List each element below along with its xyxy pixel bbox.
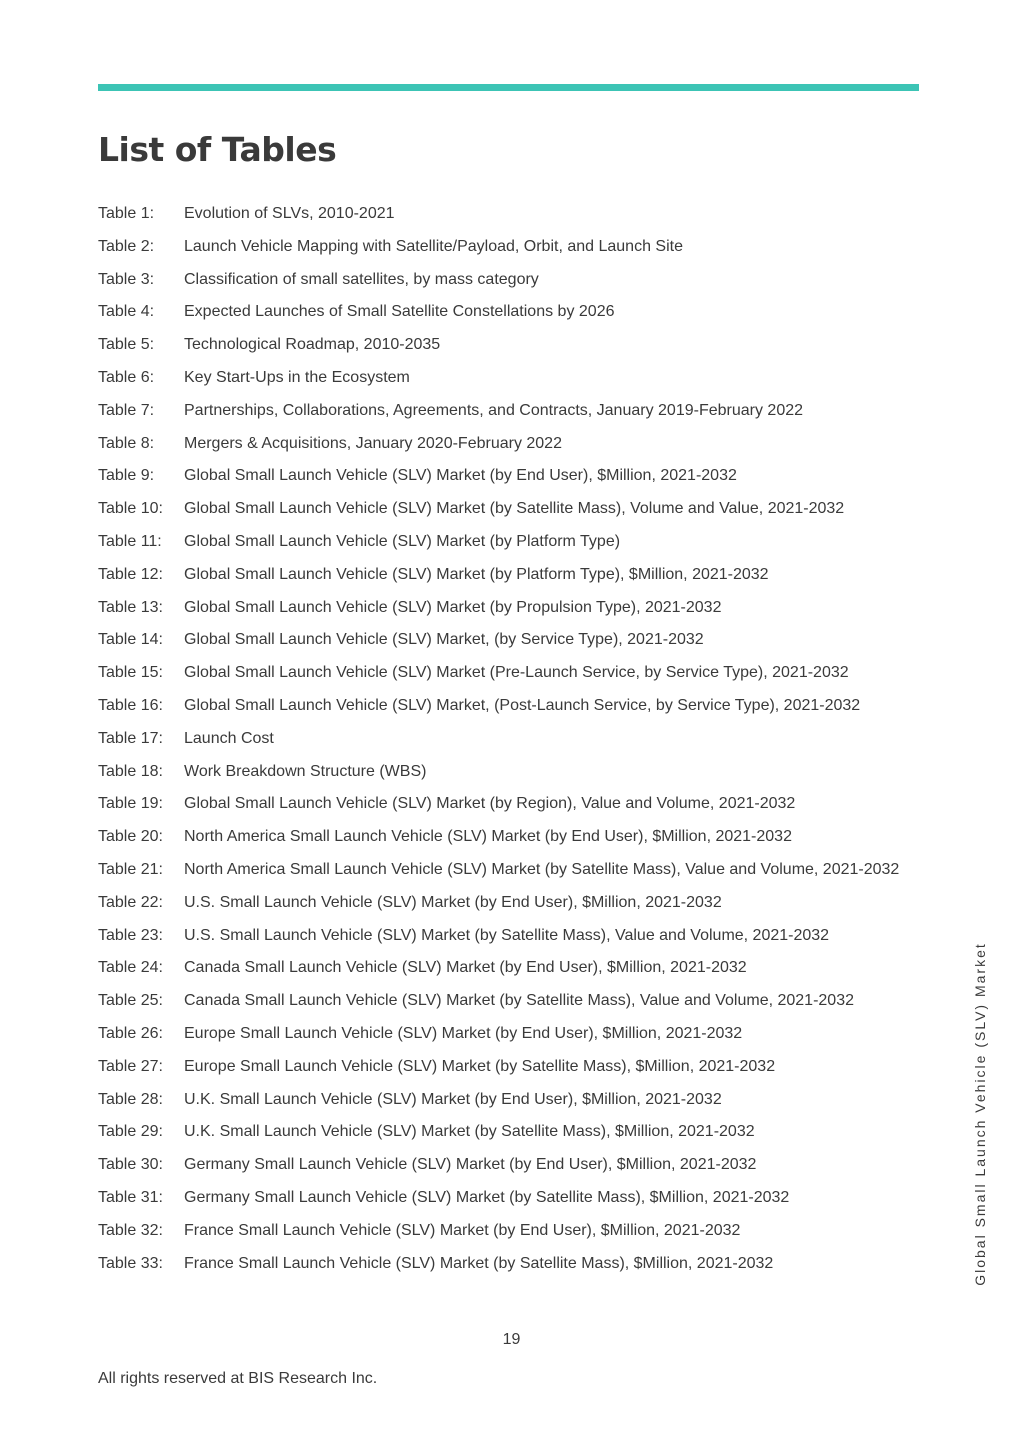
- toc-row: [98, 987, 928, 1015]
- table-number: Table 3:: [98, 270, 155, 288]
- toc-row: [98, 364, 928, 392]
- table-title: Global Small Launch Vehicle (SLV) Market (by Propulsion Type), 2021-2032: [184, 598, 722, 616]
- table-number: Table 21:: [98, 860, 163, 878]
- table-title: France Small Launch Vehicle (SLV) Market (by Satellite Mass), $Million, 2021-2032: [184, 1254, 774, 1272]
- toc-row: [98, 266, 928, 294]
- toc-row: [98, 495, 928, 523]
- table-number: Table 4:: [98, 303, 155, 321]
- table-number: Table 11:: [98, 532, 162, 550]
- table-title: Global Small Launch Vehicle (SLV) Market (by Platform Type): [184, 532, 621, 550]
- table-title: North America Small Launch Vehicle (SLV) Market (by Satellite Mass), Value and Volume, 2021-2032: [184, 860, 900, 878]
- toc-row: [98, 1217, 928, 1245]
- table-title: Global Small Launch Vehicle (SLV) Market (by End User), $Million, 2021-2032: [184, 467, 737, 485]
- table-number: Table 15:: [98, 664, 163, 682]
- table-title: Mergers & Acquisitions, January 2020-February 2022: [184, 434, 562, 452]
- toc-row: [98, 1053, 928, 1081]
- table-title: Global Small Launch Vehicle (SLV) Market (by Region), Value and Volume, 2021-2032: [184, 795, 796, 813]
- table-number: Table 29:: [98, 1123, 163, 1141]
- toc-row: [98, 659, 928, 687]
- table-number: Table 30:: [98, 1156, 163, 1174]
- list-of-tables: [98, 200, 928, 1282]
- toc-row: [98, 922, 928, 950]
- table-title: Launch Vehicle Mapping with Satellite/Payload, Orbit, and Launch Site: [184, 237, 683, 255]
- table-title: Global Small Launch Vehicle (SLV) Market, (by Service Type), 2021-2032: [184, 631, 704, 649]
- table-number: Table 10:: [98, 500, 163, 518]
- table-number: Table 25:: [98, 992, 163, 1010]
- table-number: Table 18:: [98, 762, 163, 780]
- table-title: U.K. Small Launch Vehicle (SLV) Market (by Satellite Mass), $Million, 2021-2032: [184, 1123, 755, 1141]
- table-number: Table 2:: [98, 237, 155, 255]
- table-number: Table 8:: [98, 434, 155, 452]
- table-title: U.K. Small Launch Vehicle (SLV) Market (by End User), $Million, 2021-2032: [184, 1090, 722, 1108]
- table-title: Evolution of SLVs, 2010-2021: [184, 205, 395, 222]
- table-title: Global Small Launch Vehicle (SLV) Market (Pre-Launch Service, by Service Type), 2021-2032: [184, 664, 849, 682]
- table-number: Table 20:: [98, 828, 163, 846]
- table-title: U.S. Small Launch Vehicle (SLV) Market (by Satellite Mass), Value and Volume, 2021-2032: [184, 926, 830, 944]
- toc-row: [98, 528, 928, 556]
- table-title: Canada Small Launch Vehicle (SLV) Market (by Satellite Mass), Value and Volume, 2021-2032: [184, 992, 854, 1010]
- table-number: Table 23:: [98, 926, 163, 944]
- toc-row: [98, 823, 928, 851]
- table-number: Table 27:: [98, 1057, 163, 1075]
- toc-row: [98, 954, 928, 982]
- table-number: Table 24:: [98, 959, 163, 977]
- table-number: Table 31:: [98, 1188, 163, 1206]
- toc-row: [98, 758, 928, 786]
- table-title: Germany Small Launch Vehicle (SLV) Market (by Satellite Mass), $Million, 2021-2032: [184, 1188, 790, 1206]
- table-number: Table 26:: [98, 1024, 163, 1042]
- table-title: Partnerships, Collaborations, Agreements, and Contracts, January 2019-February 2022: [184, 401, 804, 419]
- page-number: 19: [502, 1331, 521, 1348]
- toc-row: [98, 725, 928, 753]
- table-number: Table 32:: [98, 1221, 163, 1239]
- table-title: U.S. Small Launch Vehicle (SLV) Market (by End User), $Million, 2021-2032: [184, 893, 722, 911]
- toc-row: [98, 462, 928, 490]
- table-title: Global Small Launch Vehicle (SLV) Market, (Post-Launch Service, by Service Type), 2021-2032: [184, 696, 861, 714]
- table-title: France Small Launch Vehicle (SLV) Market (by End User), $Million, 2021-2032: [184, 1221, 741, 1239]
- table-title: Global Small Launch Vehicle (SLV) Market (by Platform Type), $Million, 2021-2032: [184, 565, 769, 583]
- table-number: Table 16:: [98, 696, 163, 714]
- table-title: Technological Roadmap, 2010-2035: [184, 336, 441, 354]
- toc-row: [98, 298, 928, 326]
- toc-row: [98, 1020, 928, 1048]
- table-number: Table 1:: [98, 205, 155, 222]
- table-title: North America Small Launch Vehicle (SLV) Market (by End User), $Million, 2021-2032: [184, 828, 792, 846]
- table-title: Expected Launches of Small Satellite Constellations by 2026: [184, 303, 615, 321]
- table-number: Table 7:: [98, 401, 155, 419]
- table-number: Table 14:: [98, 631, 163, 649]
- toc-row: [98, 200, 928, 228]
- table-number: Table 28:: [98, 1090, 163, 1108]
- table-number: Table 12:: [98, 565, 163, 583]
- table-title: Germany Small Launch Vehicle (SLV) Market (by End User), $Million, 2021-2032: [184, 1156, 757, 1174]
- toc-row: [98, 856, 928, 884]
- page-title: List of Tables: [98, 130, 337, 169]
- table-title: Global Small Launch Vehicle (SLV) Market (by Satellite Mass), Volume and Value, 2021-2032: [184, 500, 845, 518]
- table-number: Table 22:: [98, 893, 163, 911]
- table-number: Table 5:: [98, 336, 155, 354]
- table-title: Classification of small satellites, by mass category: [184, 270, 539, 288]
- table-number: Table 19:: [98, 795, 163, 813]
- toc-row: [98, 397, 928, 425]
- toc-row: [98, 233, 928, 261]
- table-number: Table 17:: [98, 729, 163, 747]
- toc-row: [98, 692, 928, 720]
- table-title: Europe Small Launch Vehicle (SLV) Market (by Satellite Mass), $Million, 2021-2032: [184, 1057, 776, 1075]
- toc-row: [98, 331, 928, 359]
- toc-row: [98, 561, 928, 589]
- table-title: Canada Small Launch Vehicle (SLV) Market (by End User), $Million, 2021-2032: [184, 959, 747, 977]
- toc-row: [98, 1250, 928, 1278]
- toc-row: [98, 790, 928, 818]
- side-running-title-text: Global Small Launch Vehicle (SLV) Market: [972, 942, 988, 1286]
- table-title: Work Breakdown Structure (WBS): [184, 762, 427, 780]
- toc-row: [98, 430, 928, 458]
- toc-row: [98, 1086, 928, 1114]
- toc-row: [98, 594, 928, 622]
- header-accent-rule: [98, 84, 919, 91]
- toc-row: [98, 1118, 928, 1146]
- toc-row: [98, 889, 928, 917]
- table-number: Table 13:: [98, 598, 163, 616]
- table-title: Europe Small Launch Vehicle (SLV) Market (by End User), $Million, 2021-2032: [184, 1024, 743, 1042]
- table-number: Table 6:: [98, 368, 155, 386]
- toc-row: [98, 626, 928, 654]
- table-title: Launch Cost: [184, 729, 274, 747]
- toc-row: [98, 1151, 928, 1179]
- footer-copyright: All rights reserved at BIS Research Inc.: [98, 1370, 378, 1387]
- table-number: Table 9:: [98, 467, 155, 485]
- table-title: Key Start-Ups in the Ecosystem: [184, 368, 410, 386]
- toc-row: [98, 1184, 928, 1212]
- table-number: Table 33:: [98, 1254, 163, 1272]
